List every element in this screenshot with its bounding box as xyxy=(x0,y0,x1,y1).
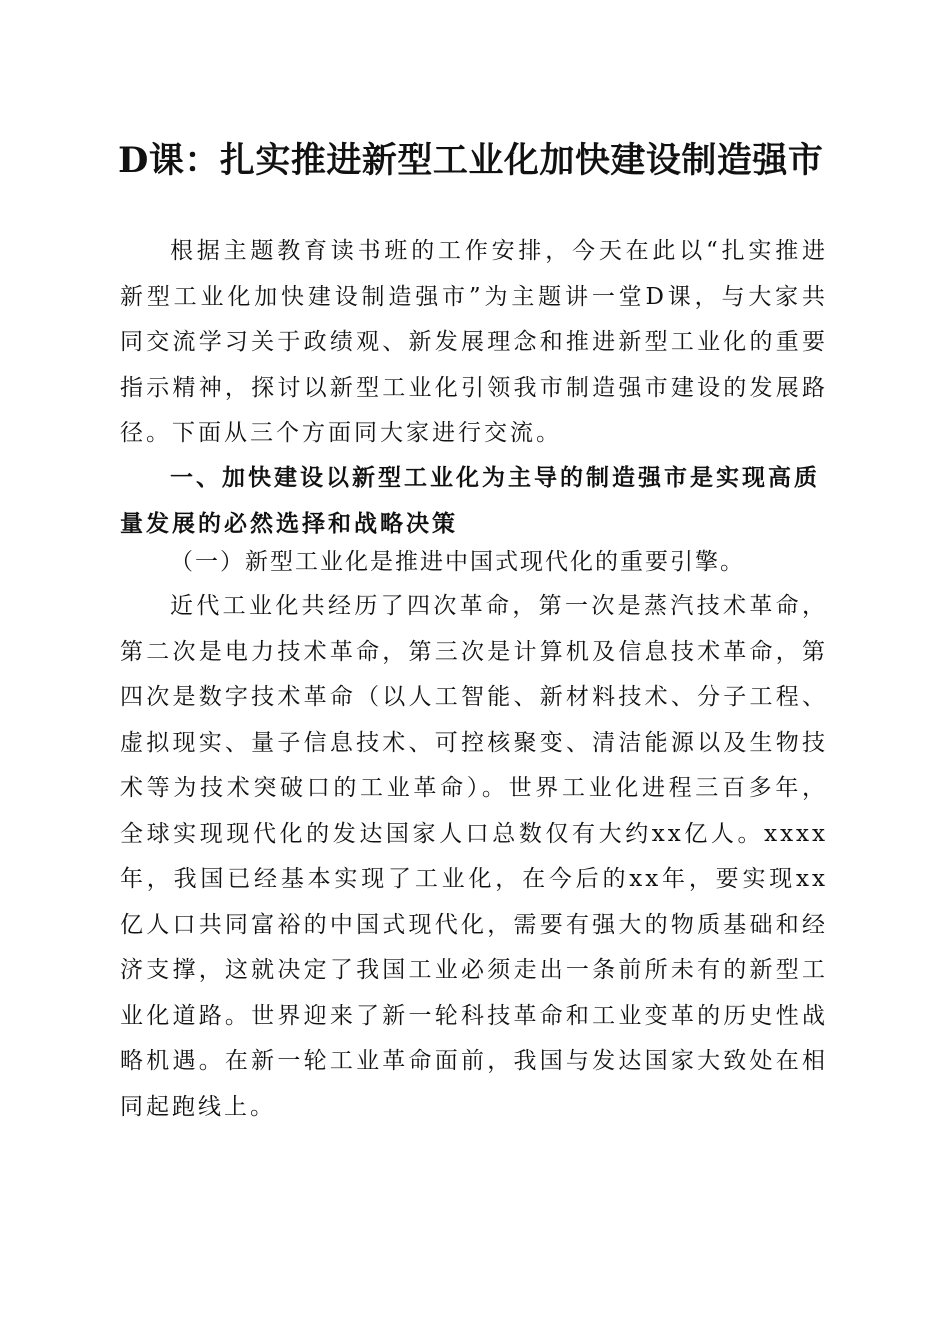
intro-paragraph: 根据主题教育读书班的工作安排，今天在此以“扎实推进新型工业化加快建设制造强市”为主题讲一堂D课，与大家共同交流学习关于政绩观、新发展理念和推进新型工业化的重要指示精神，探讨以新型工业化引领我市制造强市建设的发展路径。下面从三个方面同大家进行交流。 xyxy=(120,238,828,446)
subsection-heading: （一）新型工业化是推进中国式现代化的重要引擎。 xyxy=(170,549,745,575)
body-paragraph: 近代工业化共经历了四次革命，第一次是蒸汽技术革命，第二次是电力技术革命，第三次是计算机及信息技术革命，第四次是数字技术革命（以人工智能、新材料技术、分子工程、虚拟现实、量子信息技术、可控核聚变、清洁能源以及生物技术等为技术突破口的工业革命）。世界工业化进程三百多年，全球实现现代化的发达国家人口总数仅有大约xx亿人。xxxx年，我国已经基本实现了工业化，在今后的xx年，要实现xx亿人口共同富裕的中国式现代化，需要有强大的物质基础和经济支撑，这就决定了我国工业必须走出一条前所未有的新型工业化道路。世界迎来了新一轮科技革命和工业变革的历史性战略机遇。在新一轮工业革命面前，我国与发达国家大致处在相同起跑线上。 xyxy=(120,593,828,1120)
section-heading: 一、加快建设以新型工业化为主导的制造强市是实现高质量发展的必然选择和战略决策 xyxy=(120,465,820,537)
document-title: D课：扎实推进新型工业化加快建设制造强市 xyxy=(118,140,824,181)
